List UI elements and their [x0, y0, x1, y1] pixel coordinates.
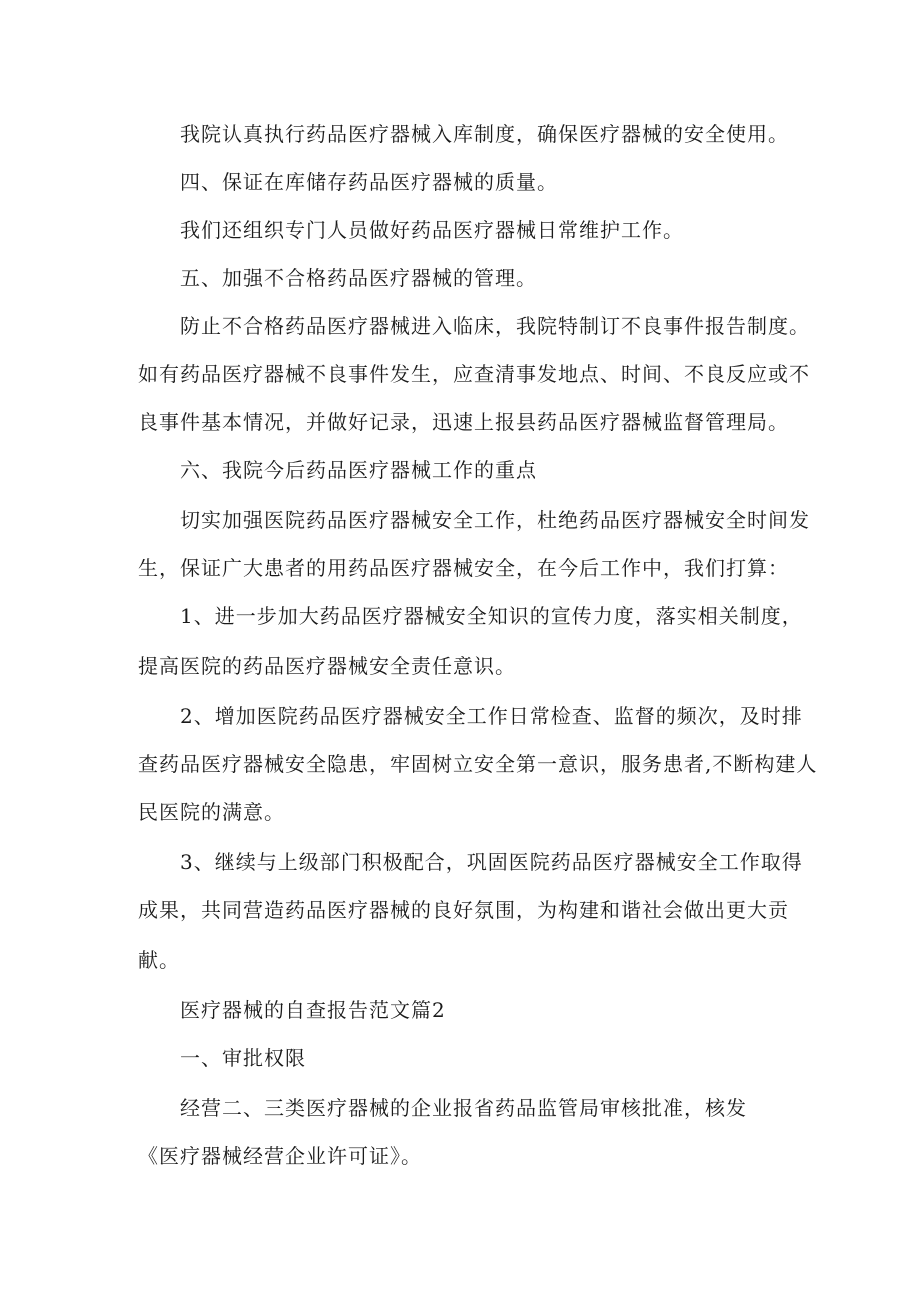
- section-heading: 五、加强不合格药品医疗器械的管理。: [180, 266, 537, 290]
- list-item-line: 成果，共同营造药品医疗器械的良好氛围，为构建和谐社会做出更大贡: [138, 898, 789, 922]
- article-title: 医疗器械的自查报告范文篇2: [180, 998, 446, 1022]
- section-heading: 一、审批权限: [180, 1046, 306, 1070]
- paragraph-line: 良事件基本情况，并做好记录，迅速上报县药品医疗器械监督管理局。: [138, 410, 789, 434]
- paragraph-line: 如有药品医疗器械不良事件发生，应查清事发地点、时间、不良反应或不: [138, 362, 810, 386]
- section-heading: 四、保证在库储存药品医疗器械的质量。: [180, 170, 558, 194]
- paragraph-line: 我们还组织专门人员做好药品医疗器械日常维护工作。: [180, 218, 684, 242]
- list-item-line: 3、继续与上级部门积极配合，巩固医院药品医疗器械安全工作取得: [180, 850, 803, 874]
- paragraph-line: 生，保证广大患者的用药品医疗器械安全，在今后工作中，我们打算：: [138, 556, 789, 580]
- list-item-line: 献。: [138, 948, 180, 972]
- list-item-line: 查药品医疗器械安全隐患，牢固树立安全第一意识，服务患者,不断构建人: [138, 752, 818, 776]
- list-item-line: 民医院的满意。: [138, 800, 285, 824]
- paragraph-line: 《医疗器械经营企业许可证》。: [138, 1144, 422, 1168]
- paragraph-line: 我院认真执行药品医疗器械入库制度，确保医疗器械的安全使用。: [180, 122, 789, 146]
- list-item-line: 1、进一步加大药品医疗器械安全知识的宣传力度，落实相关制度，: [180, 604, 803, 628]
- paragraph-line: 防止不合格药品医疗器械进入临床，我院特制订不良事件报告制度。: [180, 314, 810, 338]
- list-item-line: 提高医院的药品医疗器械安全责任意识。: [138, 654, 516, 678]
- section-heading: 六、我院今后药品医疗器械工作的重点: [180, 458, 537, 482]
- list-item-line: 2、增加医院药品医疗器械安全工作日常检查、监督的频次，及时排: [180, 704, 803, 728]
- paragraph-line: 切实加强医院药品医疗器械安全工作，杜绝药品医疗器械安全时间发: [180, 508, 810, 532]
- paragraph-line: 经营二、三类医疗器械的企业报省药品监管局审核批准，核发: [180, 1096, 747, 1120]
